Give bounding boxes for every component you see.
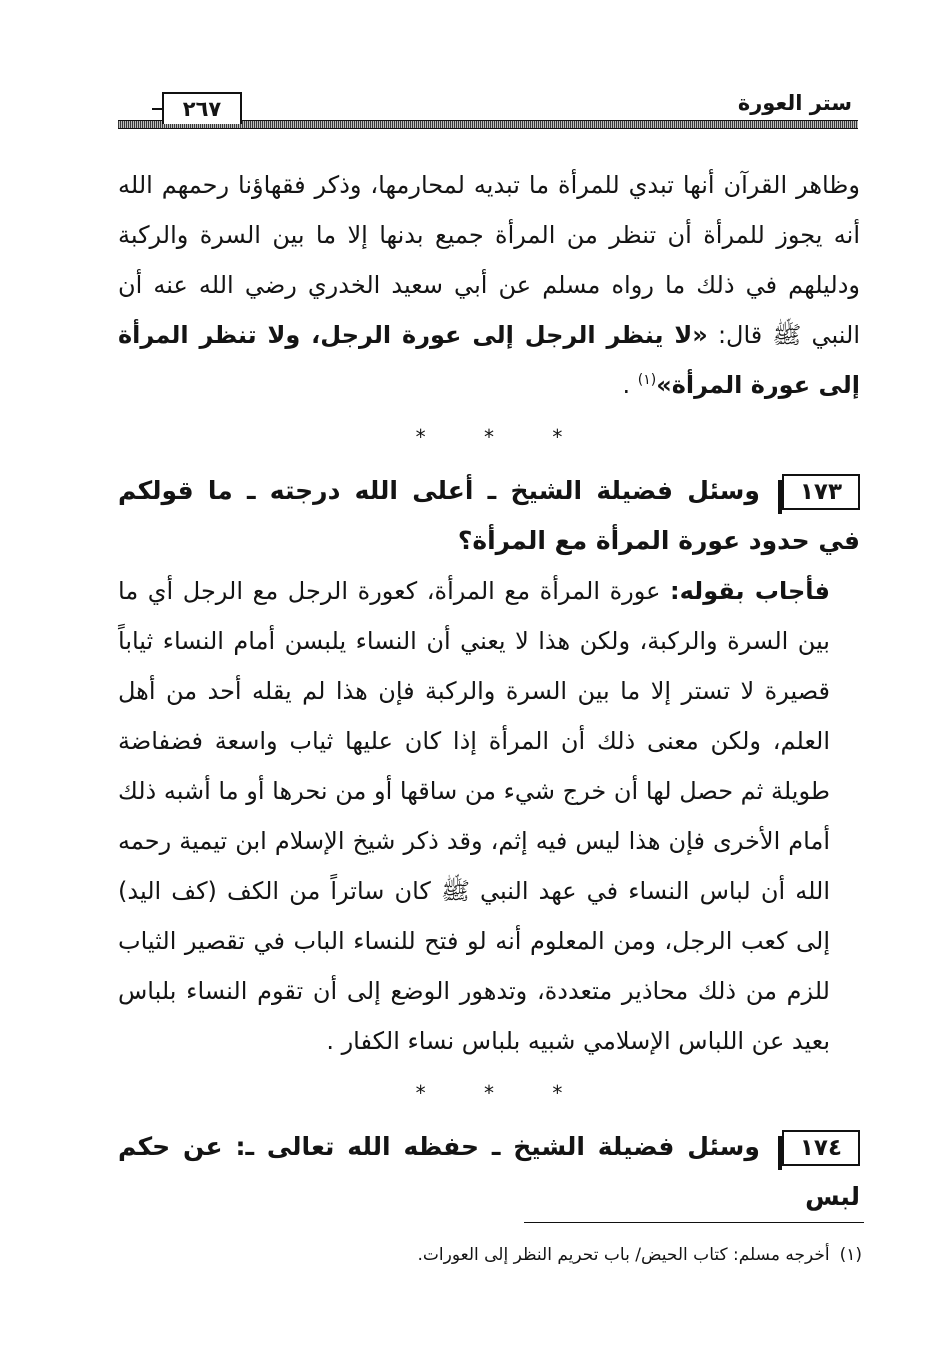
- answer-text: عورة المرأة مع المرأة، كعورة الرجل مع الرجل أي ما بين السرة والركبة، ولكن هذا لا يعني أن النساء يلبسن أمام النساء ثياباً قصيرة لا تستر إلا ما بين السرة والركبة فإن هذا لم يقله أحد من أهل العلم، ولكن معنى ذلك أن المرأة إذا كان عليها ثياب واسعة فضفاضة طويلة ثم حصل لها أن خرج شيء من ساقها أو من نحرها أو ما أشبه ذلك أمام الأخرى فإن هذا ليس فيه إثم، وقد ذكر شيخ الإسلام ابن تيمية رحمه الله أن لباس النساء في عهد النبي ﷺ كان ساتراً من الكف (كف اليد) إلى كعب الرجل، ومن المعلوم أنه لو فتح للنساء الباب في تقصير الثياب للزم من ذلك محاذير متعددة، وتدهور الوضع إلى أن تقوم النساء بلباس بعيد عن اللباس الإسلامي شبيه بلباس نساء الكفار .: [118, 577, 830, 1055]
- page-number: ٢٦٧: [162, 92, 242, 124]
- footnote-number: (١): [839, 1245, 862, 1265]
- question-173: [118, 466, 860, 566]
- hadith-quote: «لا ينظر الرجل إلى عورة الرجل، ولا تنظر المرأة إلى عورة المرأة»: [118, 321, 860, 399]
- question-174: [118, 1122, 860, 1222]
- question-text: وسئل فضيلة الشيخ ـ حفظه الله تعالى ـ: عن حكم لبس: [118, 1132, 860, 1211]
- footnote-text: أخرجه مسلم: كتاب الحيض/ باب تحريم النظر إلى العورات.: [417, 1245, 830, 1265]
- question-number: ١٧٤: [782, 1130, 860, 1166]
- paragraph-intro: [118, 160, 860, 410]
- question-text: وسئل فضيلة الشيخ ـ أعلى الله درجته ـ ما قولكم في حدود عورة المرأة مع المرأة؟: [118, 476, 860, 555]
- paragraph-end: .: [622, 371, 638, 399]
- answer-lead: فأجاب بقوله:: [670, 577, 830, 605]
- separator-stars: * * *: [415, 425, 589, 449]
- question-number: ١٧٣: [782, 474, 860, 510]
- paragraph-intro-text: وظاهر القرآن أنها تبدي للمرأة ما تبديه لمحارمها، وذكر فقهاؤنا رحمهم الله أنه يجوز للمرأة أن تنظر من المرأة جميع بدنها إلا ما بين السرة والركبة ودليلهم في ذلك ما رواه مسلم عن أبي سعيد الخدري رضي الله عنه أن النبي ﷺ قال:: [118, 171, 860, 349]
- running-title: ستر العورة: [737, 91, 852, 115]
- answer-173: [118, 566, 860, 1066]
- separator-stars: * * *: [415, 1081, 589, 1105]
- footnote-rule: [524, 1222, 864, 1223]
- footnote: [122, 1240, 862, 1270]
- page-header: [118, 88, 858, 128]
- footnote-reference: (١): [637, 372, 657, 388]
- page-body: [118, 160, 860, 1222]
